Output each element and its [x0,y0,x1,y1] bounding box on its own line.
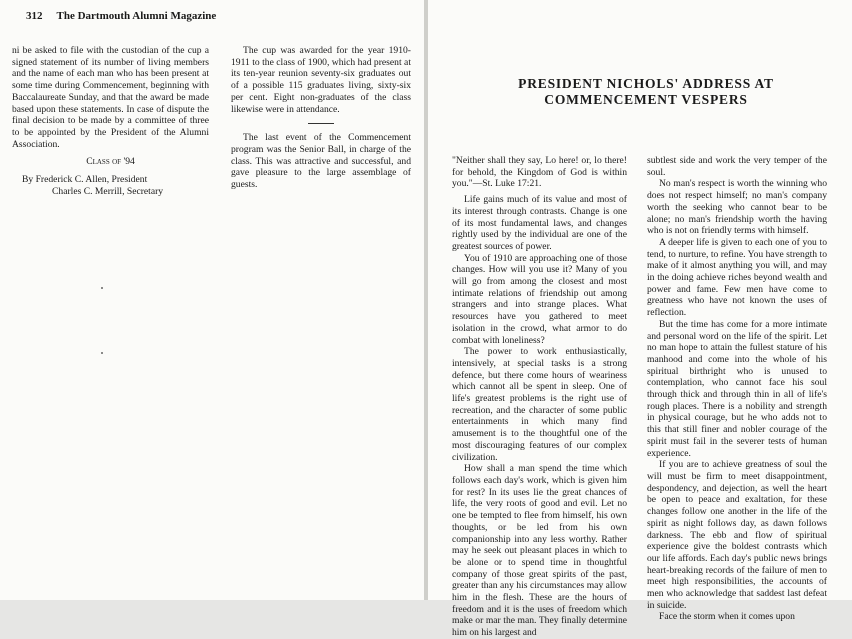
paragraph: The power to work enthusiastically, intensively, at special tasks is a strong defence, but there come hours of weariness which cannot all be spent in sleep. One of life's greatest problems is the right use of recreation, and the character of some public entertainments in which many find amusement is to the thoughtful one of the most discouraging features of our complex civilization. [452,346,627,463]
paragraph: The cup was awarded for the year 1910-1911 to the class of 1900, which had present at its ten-year reunion seventy-six graduates out of a possible 115 graduates living, sixty-six per cent. Eight non-graduates of the class likewise were in attendance. [231,45,411,115]
paragraph: No man's respect is worth the winning who does not respect himself; no man's company worth the seeking who cannot bear to be alone; no man's friendship worth the having who is not on friendly terms with himself. [647,178,827,237]
epigraph: "Neither shall they say, Lo here! or, lo there! for behold, the Kingdom of God is within you."—St. Luke 17:21. [452,155,627,190]
paragraph: But the time has come for a more intimate and personal word on the life of the spirit. Let no man hope to attain the fullest stature of his manhood and come into the whole of his spiritual birthright who is unused to contemplation, who cannot face his soul through thick and through thin in all of life's rough places. There is a nobility and strength in physical courage, but he who adds not to this that still finer and nobler courage of the spirit must fail in the severer tests of human experience. [647,318,827,459]
print-speck [101,352,103,354]
right-column-1 [452,155,627,639]
right-page [428,0,852,639]
article-title: PRESIDENT NICHOLS' ADDRESS AT COMMENCEMENT VESPERS [518,76,774,107]
left-page [0,0,424,600]
paragraph: If you are to achieve greatness of soul the will must be firm to meet disappointment, despondency, and dejection, as well the heart be open to peace and exaltation, for these changes follow one another in the life of the spirit as night follows day, as dawn follows darkness. The ebb and flow of spiritual experience give the boldest contrasts which our life affords. Each day's public news brings heart-breaking records of the failure of men to meet high responsibilities, the accounts of men who acknowledge that saddest last defeat in suicide. [647,459,827,611]
paragraph: How shall a man spend the time which follows each day's work, which is given him for rest? In its uses lie the great chances of life, the very roots of good and evil. Let no one be tempted to flee from himself, his own thoughts, or be led from his own companionship into any less worthy. Rather may he seek out pleasant places in which to be alone or to spend time in thoughtful company of those great spirits of the past, greater than any his circumstances may allow him in the flesh. These are the hours of freedom and it is the uses of freedom which make or mar the man. They finally determine him on his largest and [452,463,627,639]
paragraph: Life gains much of its value and most of its interest through contrasts. Change is one of its most fundamental laws, and changes rightly used by the individual are one of the greatest sources of power. [452,194,627,252]
section-divider [308,123,334,124]
print-speck [101,287,103,289]
paragraph: Face the storm when it comes upon [659,611,795,623]
left-column-1 [12,45,209,197]
paragraph: ni be asked to file with the custodian of the cup a signed statement of its number of living members and the name of each man who has been present at some time during Commencement, beginning with Baccalaureate Sunday, and that the award be made based upon these statements. In case of dispute the final decision to be made by a committee of three to be appointed by the President of the Alumni Association. [12,45,209,150]
class-line: Class of '94 [86,156,135,168]
magazine-title: The Dartmouth Alumni Magazine [56,10,217,22]
paragraph: You of 1910 are approaching one of those changes. How will you use it? Many of you will go from among the closest and most intimate relations of friendship out among strangers and into strange places. What resources have you gathered to meet isolation in the crowd, what armor to do combat with loneliness? [452,252,627,346]
left-column-2 [231,45,411,191]
signer-president: By Frederick C. Allen, President [22,174,148,186]
page-number: 312 [26,10,43,22]
paragraph: A deeper life is given to each one of you to tend, to nurture, to refine. You have strength to make of it almost anything you will, and may in the doing achieve riches beyond wealth and power and fame. Few men have come to greatness who have not known the uses of reflection. [647,236,827,319]
paragraph: subtlest side and work the very temper of the soul. [647,155,827,178]
signer-secretary: Charles C. Merrill, Secretary [52,185,164,197]
running-head [26,10,216,22]
right-column-2 [647,155,827,623]
signature-block [12,156,209,197]
paragraph: The last event of the Commencement program was the Senior Ball, in charge of the class. This was attractive and successful, and gave pleasure to the large assemblage of guests. [231,132,411,191]
